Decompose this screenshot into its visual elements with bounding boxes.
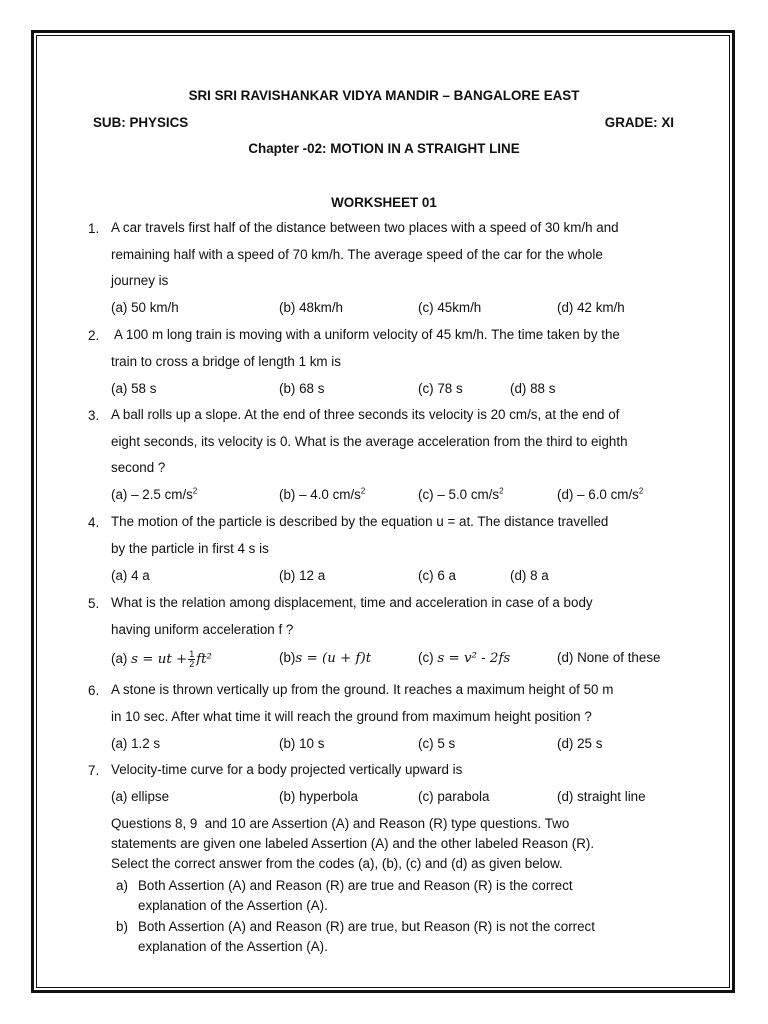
option-c: (c) – 5.0 $cm/s^2$	[418, 486, 504, 502]
option-d: (d) 8 a	[510, 568, 549, 583]
grade-label: GRADE: XI	[604, 115, 674, 130]
subject-label: SUB: PHYSICS	[93, 115, 189, 130]
question-text: A stone is thrown vertically up from the ground. It reaches a maximum height of 50 m in 10 sec. After what time it will reach the ground from maximum height position ?	[111, 682, 614, 724]
formula-b: s = (u + f)t	[295, 651, 372, 666]
code-b	[116, 917, 674, 959]
option-b: (b) hyperbola	[279, 789, 358, 804]
worksheet-title: WORKSHEET 01	[331, 195, 437, 210]
option-d: (d) straight line	[557, 789, 646, 804]
formula-a: s = ut +	[131, 652, 188, 668]
code-label: a)	[116, 878, 128, 893]
option-b: (b) 68 s	[279, 381, 325, 396]
option-c: (c) 5 s	[418, 736, 456, 751]
question-number: 4.	[88, 515, 100, 530]
option-c: (c) 45km/h	[418, 300, 482, 315]
option-c: (c) 6 a	[418, 568, 456, 583]
question-number: 3.	[88, 408, 100, 423]
option-d: (d) – 6.0 $cm/s^2$	[557, 486, 644, 502]
option-a: (a) s = ut + $\frac{1}{2}$ ft²	[111, 649, 212, 669]
option-a: (a) 1.2 s	[111, 736, 161, 751]
question-text: What is the relation among displacement, time and acceleration in case of a body having uniform acceleration f ?	[111, 595, 593, 637]
option-d: (d) 42 km/h	[557, 300, 625, 315]
question-number: 2.	[88, 328, 100, 343]
assertion-reason-intro: Questions 8, 9 and 10 are Assertion (A) and Reason (R) type questions. Two statements are given one labeled Assertion (A) and the other labeled Reason (R). Select the correct answer from the codes (a), (b), (c) and (d) as given below.	[111, 816, 595, 872]
option-a: (a) – 2.5 $cm/s^2$	[111, 486, 198, 502]
option-b: (b) 10 s	[279, 736, 325, 751]
option-b: (b)s = (u + f)t	[279, 650, 372, 666]
option-d: (d) None of these	[557, 650, 661, 665]
code-label: b)	[116, 919, 128, 934]
school-name: SRI SRI RAVISHANKAR VIDYA MANDIR – BANGALORE EAST	[188, 88, 580, 103]
question-number: 7.	[88, 763, 100, 778]
chapter-title: Chapter -02: MOTION IN A STRAIGHT LINE	[248, 141, 520, 156]
option-b: (b) 48km/h	[279, 300, 343, 315]
question-text: A 100 m long train is moving with a uniform velocity of 45 km/h. The time taken by the train to cross a bridge of length 1 km is	[111, 327, 620, 369]
option-a: (a) 4 a	[111, 568, 150, 583]
question-number: 5.	[88, 596, 100, 611]
formula-c: s = v² - 2fs	[437, 651, 511, 666]
question-text: A car travels first half of the distance between two places with a speed of 30 km/h and remaining half with a speed of 70 km/h. The average speed of the car for the whole journey is	[111, 220, 619, 289]
option-d: (d) 88 s	[510, 381, 556, 396]
code-a	[116, 876, 674, 918]
option-b: (b) 12 a	[279, 568, 326, 583]
code-text: Both Assertion (A) and Reason (R) are true and Reason (R) is the correct explanation of the Assertion (A).	[138, 878, 573, 914]
option-c: (c) 78 s	[418, 381, 463, 396]
option-a: (a) ellipse	[111, 789, 170, 804]
question-text: The motion of the particle is described by the equation u = at. The distance travelled by the particle in first 4 s is	[111, 514, 609, 556]
question-number: 1.	[88, 221, 100, 236]
question-text: A ball rolls up a slope. At the end of three seconds its velocity is 20 cm/s, at the end of eight seconds, its velocity is 0. What is the average acceleration from the third to eighth second ?	[111, 407, 628, 476]
code-text: Both Assertion (A) and Reason (R) are true, but Reason (R) is not the correct explanation of the Assertion (A).	[138, 919, 595, 955]
question-text: Velocity-time curve for a body projected vertically upward is	[111, 762, 463, 777]
option-b: (b) – 4.0 $cm/s^2$	[279, 486, 366, 502]
option-d: (d) 25 s	[557, 736, 603, 751]
fraction-half: $\frac{1}{2}$	[189, 649, 195, 669]
option-a: (a) 50 km/h	[111, 300, 179, 315]
option-c: (c) parabola	[418, 789, 490, 804]
question-number: 6.	[88, 683, 100, 698]
option-c: (c) s = v² - 2fs	[418, 650, 511, 666]
option-a: (a) 58 s	[111, 381, 157, 396]
